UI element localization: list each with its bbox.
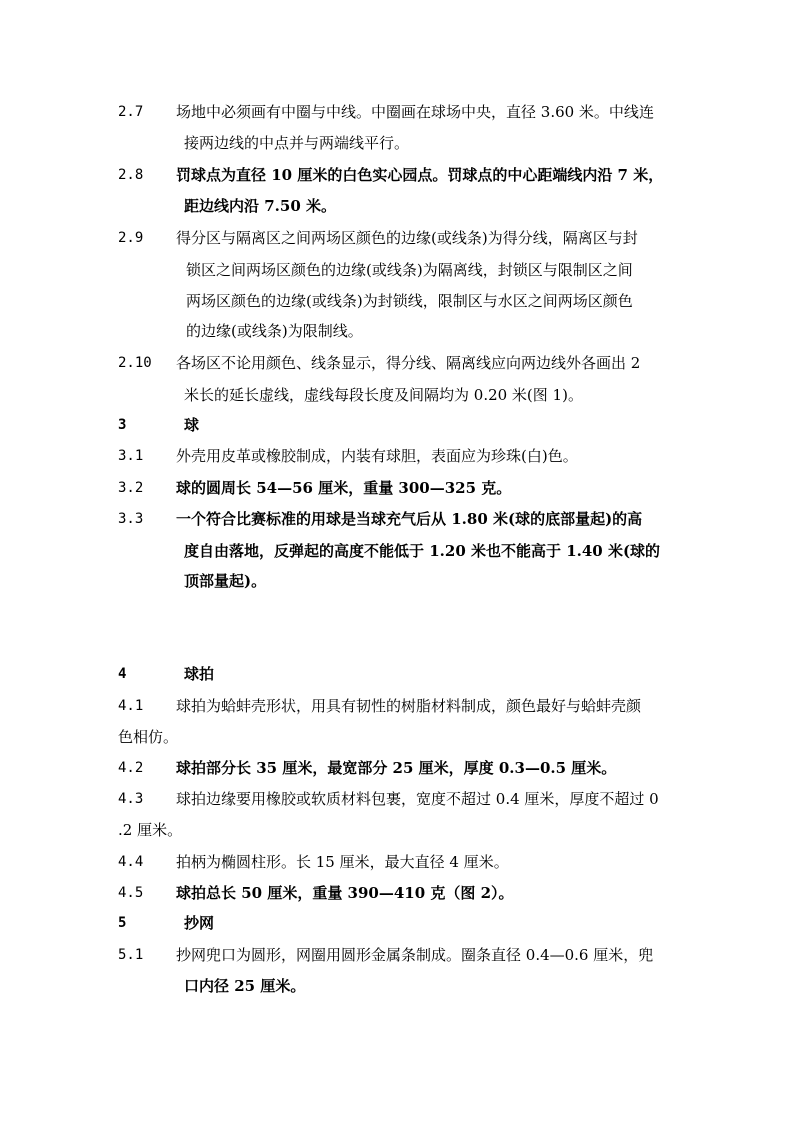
section-number: 2.8 [118, 167, 144, 183]
chapter-number: 5 [118, 915, 127, 931]
section-text-line: 得分区与隔离区之间两场区颜色的边缘(或线条)为得分线，隔离区与封 [176, 229, 638, 247]
section-text-line: 球拍部分长 35 厘米，最宽部分 25 厘米，厚度 0.3—0.5 厘米。 [176, 759, 617, 777]
section-text-line: 的边缘(或线条)为限制线。 [186, 322, 363, 340]
section-text-line [176, 945, 653, 965]
section-number: 2.10 [118, 355, 152, 371]
section-text-line: 各场区不论用颜色、线条显示，得分线、隔离线应向两边线外各画出 2 [176, 354, 641, 372]
section-text-line: 罚球点为直径 10 厘米的白色实心园点。罚球点的中心距端线内沿 7 米， [176, 166, 664, 184]
section-text-line: 一个符合比赛标准的用球是当球充气后从 1.80 米(球的底部量起)的高 [176, 510, 643, 528]
section-number: 2.7 [118, 104, 144, 120]
chapter-heading: 抄网 [184, 914, 215, 932]
section-text-line: 球拍总长 50 厘米，重量 390—410 克（图 2）。 [176, 884, 514, 902]
section-text-part: 抄网兜口为圆形，网圈用圆形金属条制成。圈条直径 0.4—0.6 厘米，兜 [176, 946, 654, 964]
section-text-line: 球拍边缘要用橡胶或软质材料包裹，宽度不超过 0.4 厘米，厚度不超过 0 [176, 790, 659, 808]
section-number: 3.1 [118, 448, 144, 464]
chapter-number: 4 [118, 666, 127, 682]
section-text-line: 球的圆周长 54—56 厘米，重量 300—325 克。 [176, 479, 512, 497]
section-text-line: 度自由落地，反弹起的高度不能低于 1.20 米也不能高于 1.40 米(球的 [184, 542, 661, 560]
section-number: 2.9 [118, 230, 144, 246]
section-text-line: 拍柄为椭圆柱形。长 15 厘米，最大直径 4 厘米。 [176, 853, 509, 871]
section-text-line: 外壳用皮革或橡胶制成，内装有球胆，表面应为珍珠(白)色。 [176, 447, 578, 465]
section-number: 4.2 [118, 760, 144, 776]
section-number: 4.4 [118, 854, 144, 870]
section-text-line: 米长的延长虚线，虚线每段长度及间隔均为 0.20 米(图 1)。 [184, 386, 583, 404]
chapter-heading: 球 [184, 416, 200, 434]
chapter-heading: 球拍 [184, 665, 215, 683]
section-number: 4.5 [118, 885, 144, 901]
section-number: 3.2 [118, 480, 144, 496]
chapter-number: 3 [118, 417, 127, 433]
section-text-line: .2 厘米。 [118, 821, 183, 839]
section-text-line: 顶部量起)。 [184, 572, 267, 590]
section-number: 3.3 [118, 511, 144, 527]
section-text-line: 两场区颜色的边缘(或线条)为封锁线，限制区与水区之间两场区颜色 [186, 292, 633, 310]
section-text-line: 接两边线的中点并与两端线平行。 [184, 134, 410, 152]
section-text-line: 色相仿。 [118, 728, 179, 746]
section-text-line: 球拍为蛤蚌壳形状，用具有韧性的树脂材料制成，颜色最好与蛤蚌壳颜 [176, 697, 642, 715]
section-number: 4.1 [118, 698, 144, 714]
section-text-line: 口内径 25 厘米。 [184, 977, 306, 995]
section-text-line: 距边线内沿 7.50 米。 [184, 197, 336, 215]
section-number: 5.1 [118, 947, 144, 963]
section-text-line: 场地中必须画有中圈与中线。中圈画在球场中央，直径 3.60 米。中线连 [176, 103, 654, 121]
section-text-line: 锁区之间两场区颜色的边缘(或线条)为隔离线，封锁区与限制区之间 [186, 261, 633, 279]
section-number: 4.3 [118, 791, 144, 807]
